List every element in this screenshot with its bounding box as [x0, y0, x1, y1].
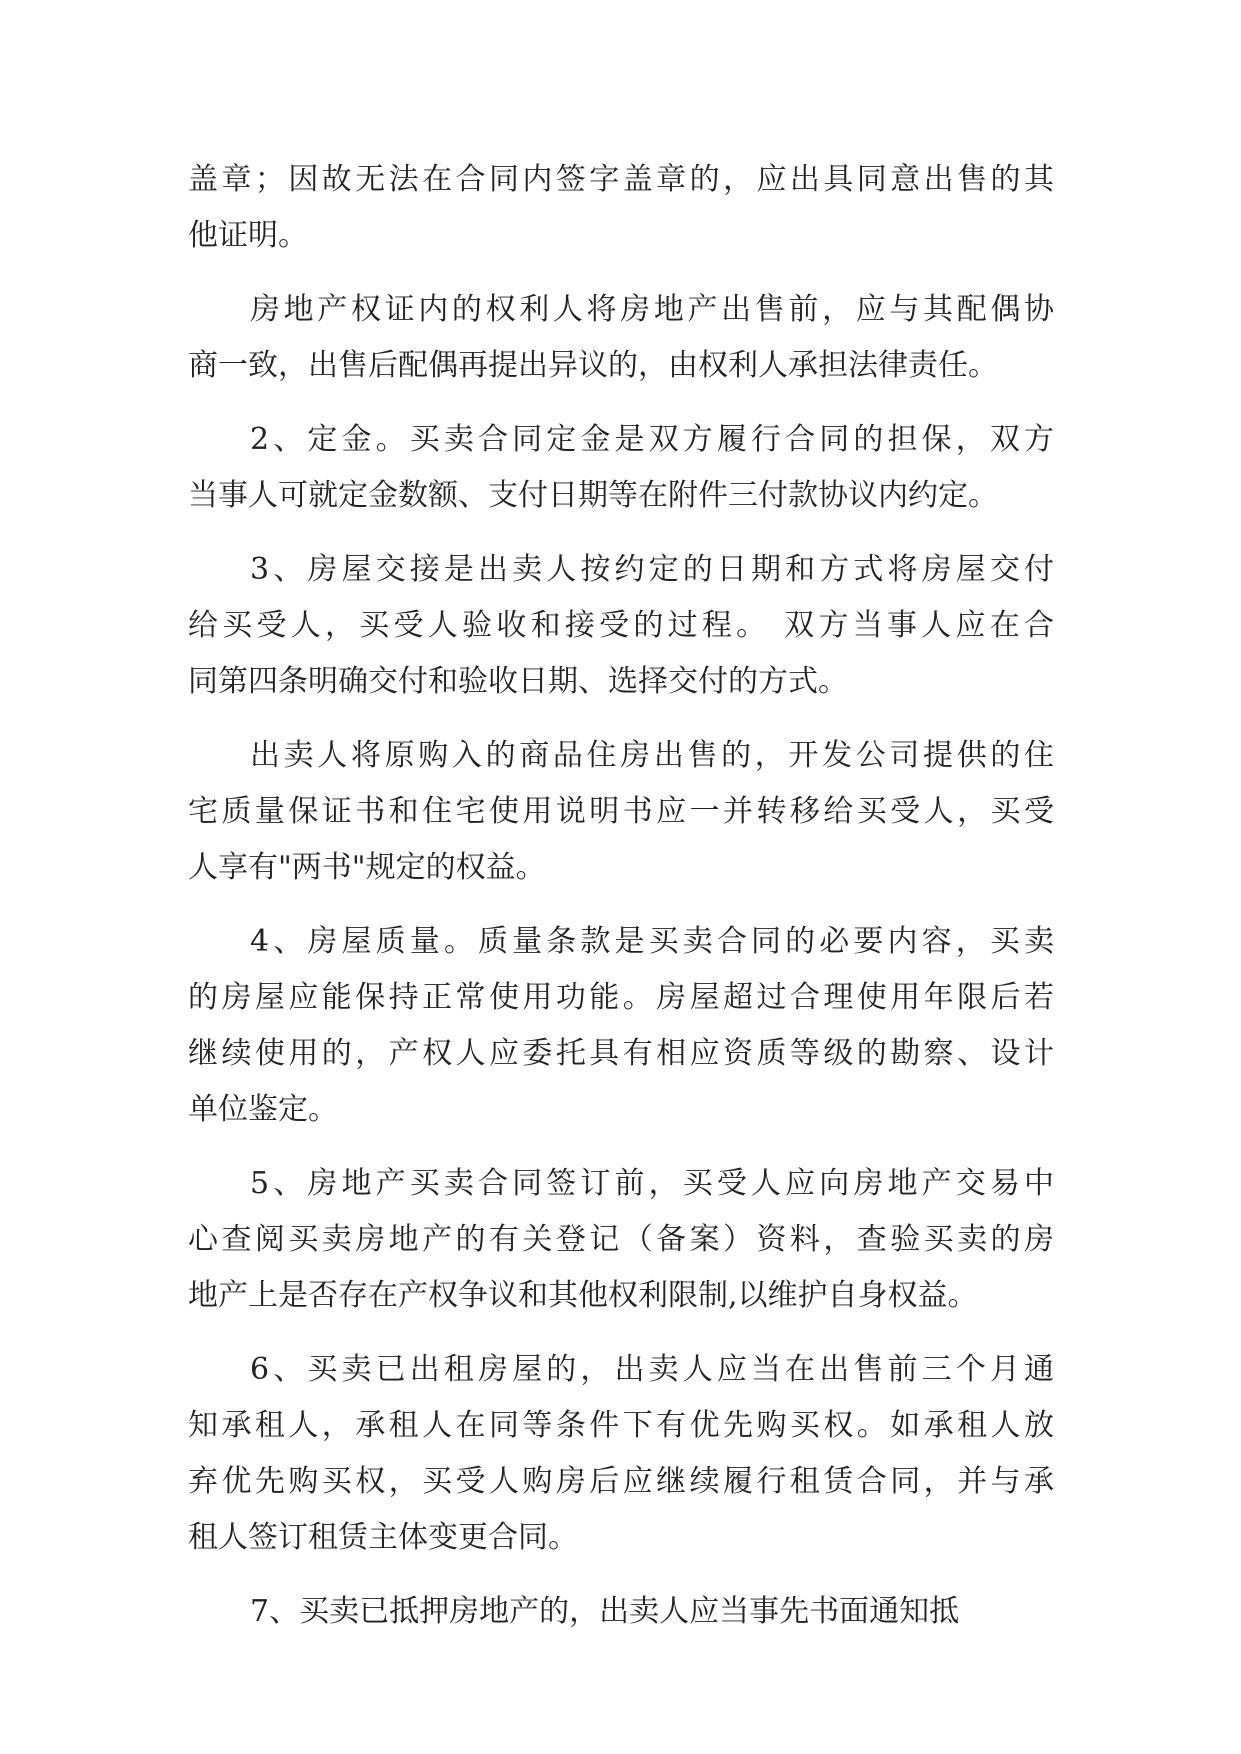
paragraph-line: 7、买卖已抵押房地产的，出卖人应当事先书面通知抵 — [250, 1594, 960, 1629]
paragraph-line: 同第四条明确交付和验收日期、选择交付的方式。 — [188, 664, 848, 699]
paragraph — [188, 282, 1054, 394]
paragraph-line: 4、房屋质量。质量条款是买卖合同的必要内容，买卖 — [250, 924, 1054, 959]
paragraph — [188, 412, 1054, 524]
paragraph-line: 人享有"两书"规定的权益。 — [188, 850, 546, 885]
paragraph-line: 出卖人将原购入的商品住房出售的，开发公司提供的住 — [250, 738, 1054, 773]
paragraph-gap — [188, 394, 1054, 412]
paragraph-gap — [188, 1566, 1054, 1584]
paragraph-line: 租人签订租赁主体变更合同。 — [188, 1520, 578, 1555]
paragraph-line: 3、房屋交接是出卖人按约定的日期和方式将房屋交付 — [250, 552, 1054, 587]
paragraph-line: 商一致，出售后配偶再提出异议的，由权利人承担法律责任。 — [188, 348, 998, 383]
paragraph-line: 宅质量保证书和住宅使用说明书应一并转移给买受人，买受 — [188, 794, 1054, 829]
paragraph-gap — [188, 896, 1054, 914]
paragraph-gap — [188, 524, 1054, 542]
paragraph-line: 给买受人，买受人验收和接受的过程。 双方当事人应在合 — [188, 608, 1054, 643]
paragraph-line: 的房屋应能保持正常使用功能。房屋超过合理使用年限后若 — [188, 980, 1054, 1015]
paragraph-line: 当事人可就定金数额、支付日期等在附件三付款协议内约定。 — [188, 478, 998, 513]
paragraph — [188, 728, 1054, 896]
paragraph — [188, 1584, 1054, 1640]
paragraph — [188, 152, 1054, 264]
paragraph — [188, 914, 1054, 1138]
paragraph-line: 弃优先购买权，买受人购房后应继续履行租赁合同，并与承 — [188, 1464, 1054, 1499]
paragraph-line: 他证明。 — [188, 218, 308, 253]
paragraph-gap — [188, 264, 1054, 282]
paragraph-line: 单位鉴定。 — [188, 1092, 338, 1127]
paragraph — [188, 542, 1054, 710]
paragraph — [188, 1156, 1054, 1324]
paragraph-line: 房地产权证内的权利人将房地产出售前，应与其配偶协 — [250, 292, 1054, 327]
paragraph-gap — [188, 1138, 1054, 1156]
paragraph-line: 5、房地产买卖合同签订前，买受人应向房地产交易中 — [250, 1166, 1054, 1201]
paragraph-line: 2、定金。买卖合同定金是双方履行合同的担保，双方 — [250, 422, 1054, 457]
paragraph — [188, 1342, 1054, 1566]
paragraph-line: 盖章；因故无法在合同内签字盖章的，应出具同意出售的其 — [188, 162, 1054, 197]
document-body — [188, 152, 1054, 1640]
paragraph-line: 地产上是否存在产权争议和其他权利限制,以维护自身权益。 — [188, 1278, 978, 1313]
paragraph-line: 知承租人，承租人在同等条件下有优先购买权。如承租人放 — [188, 1408, 1054, 1443]
paragraph-line: 6、买卖已出租房屋的，出卖人应当在出售前三个月通 — [250, 1352, 1054, 1387]
paragraph-line: 继续使用的，产权人应委托具有相应资质等级的勘察、设计 — [188, 1036, 1054, 1071]
paragraph-gap — [188, 710, 1054, 728]
paragraph-line: 心查阅买卖房地产的有关登记（备案）资料，查验买卖的房 — [188, 1222, 1054, 1257]
paragraph-gap — [188, 1324, 1054, 1342]
